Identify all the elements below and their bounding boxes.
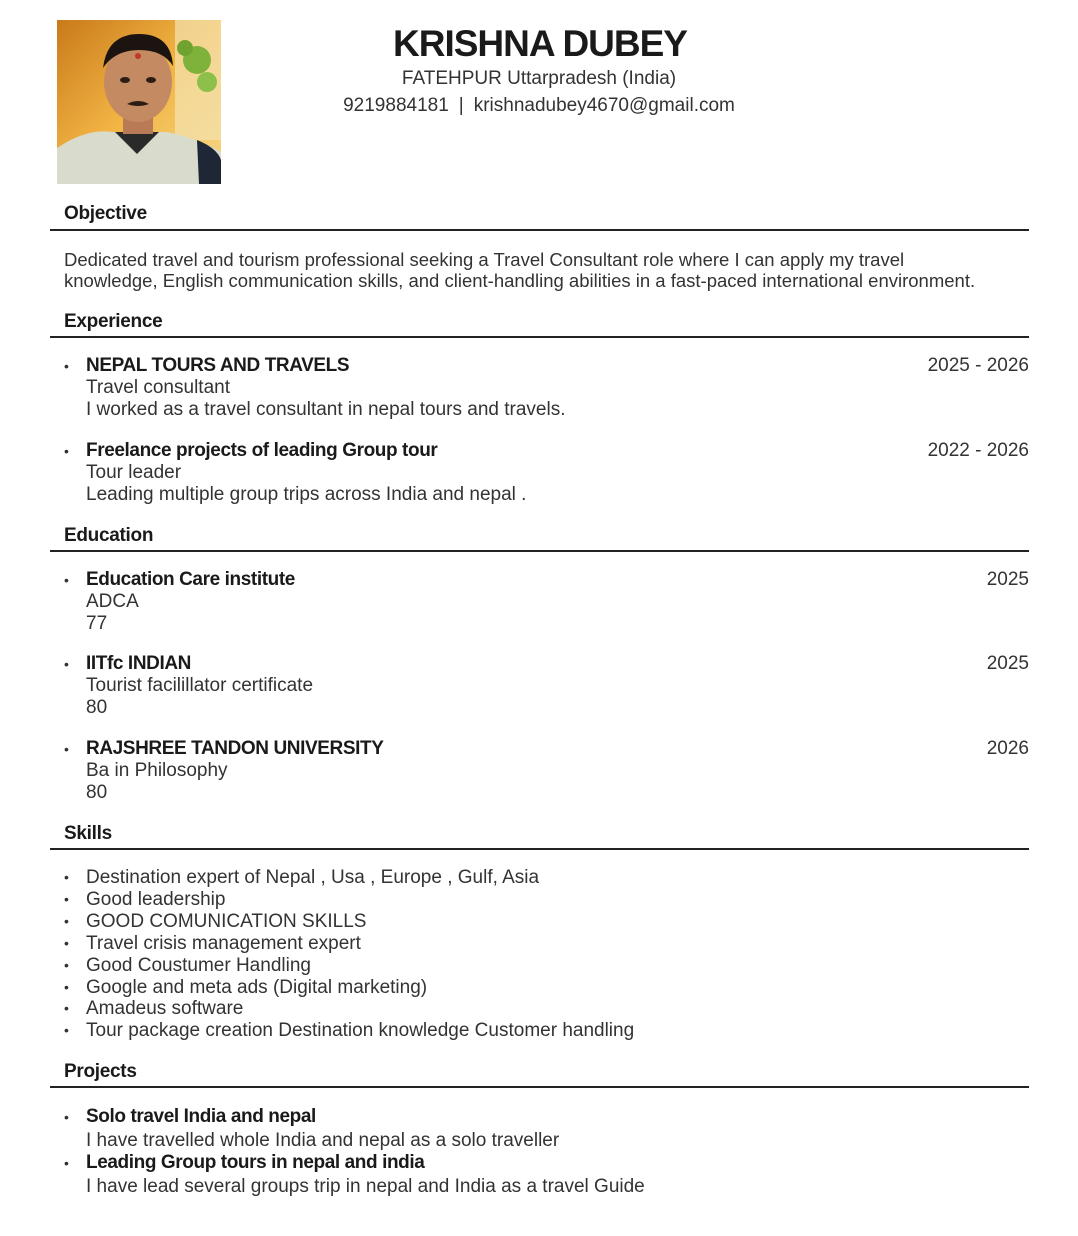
skill-item: • Good leadership bbox=[64, 889, 634, 911]
project-item bbox=[64, 1152, 1029, 1198]
contact-line bbox=[0, 92, 1078, 120]
bullet-icon: • bbox=[64, 358, 69, 374]
bullet-icon: • bbox=[64, 1155, 69, 1171]
resume-header bbox=[0, 22, 1078, 120]
skills-list bbox=[64, 867, 634, 1042]
education-degree: Tourist facilillator certificate bbox=[86, 675, 314, 696]
education-item bbox=[64, 653, 1029, 719]
section-divider bbox=[50, 336, 1029, 338]
education-year: 2026 bbox=[986, 738, 1029, 759]
candidate-name: KRISHNA DUBEY bbox=[393, 23, 687, 64]
experience-org: Freelance projects of leading Group tour bbox=[86, 440, 438, 461]
education-score: 80 bbox=[86, 697, 108, 718]
skill-item: • Google and meta ads (Digital marketing) bbox=[64, 977, 634, 999]
section-title-projects: Projects bbox=[64, 1061, 137, 1082]
candidate-location: FATEHPUR Uttarpradesh (India) bbox=[401, 68, 677, 89]
project-desc: I have travelled whole India and nepal as a solo traveller bbox=[86, 1130, 560, 1151]
experience-role: Travel consultant bbox=[86, 377, 230, 398]
section-divider bbox=[50, 848, 1029, 850]
section-divider bbox=[50, 229, 1029, 231]
objective-line-2: knowledge, English communication skills, and client-handling abilities in a fast-paced international environment. bbox=[64, 270, 976, 291]
project-desc: I have lead several groups trip in nepal and India as a travel Guide bbox=[86, 1176, 645, 1197]
education-score: 80 bbox=[86, 782, 108, 803]
education-year: 2025 bbox=[986, 653, 1029, 674]
education-item bbox=[64, 569, 1029, 635]
project-name: Leading Group tours in nepal and india bbox=[86, 1152, 425, 1173]
education-item bbox=[64, 738, 1029, 804]
project-item bbox=[64, 1106, 1029, 1152]
section-divider bbox=[50, 550, 1029, 552]
section-title-skills: Skills bbox=[64, 823, 112, 844]
section-divider bbox=[50, 1086, 1029, 1088]
section-title-education: Education bbox=[64, 525, 154, 546]
skill-item: • Travel crisis management expert bbox=[64, 933, 634, 955]
education-year: 2025 bbox=[986, 569, 1029, 590]
experience-dates: 2025 - 2026 bbox=[927, 355, 1029, 376]
education-degree: Ba in Philosophy bbox=[86, 760, 228, 781]
education-school: RAJSHREE TANDON UNIVERSITY bbox=[86, 738, 384, 759]
education-score: 77 bbox=[86, 613, 108, 634]
phone-number: 9219884181 bbox=[343, 95, 449, 116]
experience-desc: Leading multiple group trips across India and nepal . bbox=[86, 484, 527, 505]
education-degree: ADCA bbox=[86, 591, 139, 612]
experience-dates: 2022 - 2026 bbox=[927, 440, 1029, 461]
bullet-icon: • bbox=[64, 572, 69, 588]
bullet-icon: • bbox=[64, 443, 69, 459]
skill-item: • Destination expert of Nepal , Usa , Europe , Gulf, Asia bbox=[64, 867, 634, 889]
project-name: Solo travel India and nepal bbox=[86, 1106, 316, 1127]
email-address[interactable]: krishnadubey4670@gmail.com bbox=[473, 95, 735, 116]
objective-line-1: Dedicated travel and tourism professional seeking a Travel Consultant role where I can apply my travel bbox=[64, 249, 905, 270]
objective-text bbox=[64, 249, 1024, 291]
experience-org: NEPAL TOURS AND TRAVELS bbox=[86, 355, 350, 376]
education-school: IITfc INDIAN bbox=[86, 653, 191, 674]
section-title-objective: Objective bbox=[64, 203, 147, 224]
experience-desc: I worked as a travel consultant in nepal tours and travels. bbox=[86, 399, 566, 420]
bullet-icon: • bbox=[64, 1109, 69, 1125]
experience-item bbox=[64, 440, 1029, 506]
skill-item: • Good Coustumer Handling bbox=[64, 955, 634, 977]
skill-item: • Amadeus software bbox=[64, 998, 634, 1020]
section-title-experience: Experience bbox=[64, 311, 163, 332]
education-school: Education Care institute bbox=[86, 569, 295, 590]
skill-item: • Tour package creation Destination knowledge Customer handling bbox=[64, 1020, 634, 1042]
bullet-icon: • bbox=[64, 741, 69, 757]
experience-role: Tour leader bbox=[86, 462, 182, 483]
contact-separator: | bbox=[458, 95, 464, 116]
experience-item bbox=[64, 355, 1029, 421]
skill-item: • GOOD COMUNICATION SKILLS bbox=[64, 911, 634, 933]
bullet-icon: • bbox=[64, 656, 69, 672]
